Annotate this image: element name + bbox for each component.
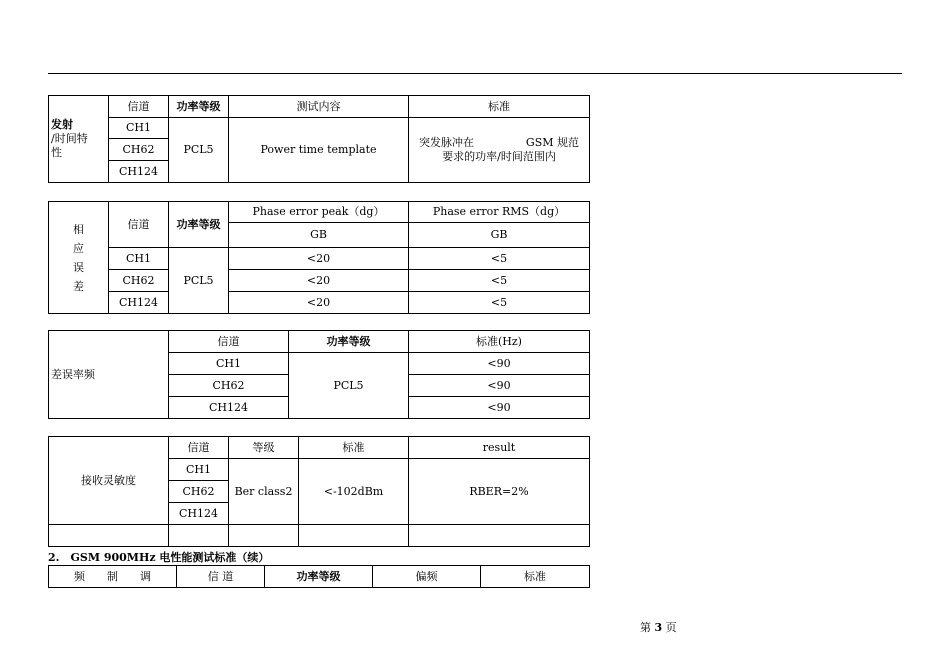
empty-cell [229, 525, 299, 547]
empty-cell [299, 525, 409, 547]
grade-cell: Ber class2 [229, 459, 299, 525]
header-peak: Phase error peak（dg） [229, 202, 409, 223]
page-number-value: 3 [654, 621, 663, 634]
unit-rms: GB [409, 223, 590, 248]
modulation-spectrum-table [48, 565, 590, 588]
rms-cell: <5 [409, 248, 590, 270]
page-number [640, 619, 677, 635]
row-label-line3: 性 [51, 146, 62, 159]
channel-cell: CH1 [109, 248, 169, 270]
header-level: 功率等级 [169, 96, 229, 118]
standard-text-a: 突发脉冲在 [419, 136, 474, 149]
channel-cell: CH124 [169, 503, 229, 525]
channel-cell: CH1 [169, 459, 229, 481]
row-label: 频 制 调 [49, 566, 177, 588]
header-standard: 标准(Hz) [409, 331, 590, 353]
header-channel: 信道 [169, 437, 229, 459]
power-time-table [48, 95, 590, 183]
row-label-char: 差 [73, 279, 84, 293]
header-level: 功率等级 [169, 202, 229, 248]
row-label-line1: 发射 [51, 118, 73, 131]
standard-cell: <-102dBm [299, 459, 409, 525]
frequency-error-table [48, 330, 590, 419]
channel-cell: CH1 [169, 353, 289, 375]
result-cell: RBER=2% [409, 459, 590, 525]
empty-cell [409, 525, 590, 547]
channel-cell: CH124 [109, 161, 169, 183]
channel-cell: CH62 [109, 270, 169, 292]
phase-error-table [48, 201, 590, 314]
empty-cell [49, 525, 169, 547]
row-label: 差误率频 [49, 331, 169, 419]
row-label [49, 202, 109, 314]
row-label-char: 应 [73, 241, 84, 255]
header-standard: 标准 [299, 437, 409, 459]
header-rms: Phase error RMS（dg） [409, 202, 590, 223]
standard-text-line2: 要求的功率/时间范围内 [442, 150, 556, 163]
channel-cell: CH62 [169, 375, 289, 397]
standard-cell [409, 118, 590, 183]
standard-cell: <90 [409, 375, 590, 397]
channel-cell: CH124 [109, 292, 169, 314]
row-label-char: 相 [73, 222, 84, 236]
level-cell: PCL5 [169, 248, 229, 314]
peak-cell: <20 [229, 292, 409, 314]
channel-cell: CH62 [169, 481, 229, 503]
header-grade: 等级 [229, 437, 299, 459]
level-cell: PCL5 [169, 118, 229, 183]
header-channel: 信道 [109, 96, 169, 118]
header-content: 测试内容 [229, 96, 409, 118]
row-label: 接收灵敏度 [49, 437, 169, 525]
header-standard: 标准 [409, 96, 590, 118]
header-level: 功率等级 [289, 331, 409, 353]
header-offset: 偏频 [373, 566, 481, 588]
row-label-char: 误 [73, 260, 84, 274]
standard-text-b: GSM 规范 [525, 136, 579, 149]
channel-cell: CH124 [169, 397, 289, 419]
peak-cell: <20 [229, 248, 409, 270]
header-result: result [409, 437, 590, 459]
row-label [49, 96, 109, 183]
row-label-line2: /时间特 [51, 132, 88, 145]
section-heading: 2. GSM 900MHz 电性能测试标准（续） [48, 551, 270, 564]
rms-cell: <5 [409, 270, 590, 292]
page-suffix: 页 [665, 621, 677, 634]
channel-cell: CH1 [109, 118, 169, 139]
empty-cell [169, 525, 229, 547]
sensitivity-table [48, 436, 590, 547]
header-channel: 信 道 [177, 566, 265, 588]
header-channel: 信道 [169, 331, 289, 353]
level-cell: PCL5 [289, 353, 409, 419]
header-channel: 信道 [109, 202, 169, 248]
header-standard: 标准 [481, 566, 590, 588]
page-prefix: 第 [640, 621, 651, 634]
standard-cell: <90 [409, 397, 590, 419]
unit-peak: GB [229, 223, 409, 248]
content-cell: Power time template [229, 118, 409, 183]
rms-cell: <5 [409, 292, 590, 314]
peak-cell: <20 [229, 270, 409, 292]
standard-cell: <90 [409, 353, 590, 375]
channel-cell: CH62 [109, 139, 169, 161]
header-level: 功率等级 [265, 566, 373, 588]
header-rule [48, 73, 902, 74]
